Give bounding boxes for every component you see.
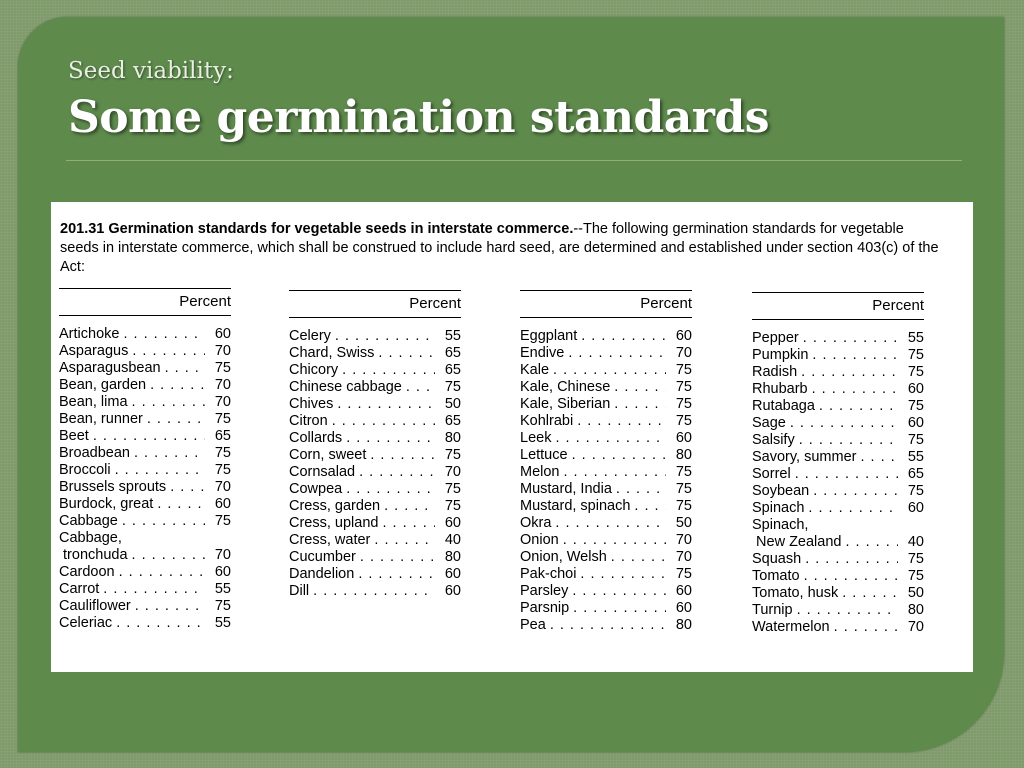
leader-dots	[378, 345, 435, 362]
crop-name: Celery	[289, 328, 331, 344]
leader-dots	[634, 498, 666, 515]
germination-percent: 60	[675, 328, 692, 344]
germination-percent: 55	[907, 330, 924, 346]
table-row	[752, 466, 924, 483]
table-row	[520, 345, 692, 362]
germination-percent: 75	[907, 551, 924, 567]
germination-percent: 70	[214, 394, 231, 410]
leader-dots	[563, 532, 666, 549]
leader-dots	[157, 496, 205, 513]
crop-name: Cornsalad	[289, 464, 356, 480]
crop-name: Leek	[520, 430, 552, 446]
germination-percent: 60	[214, 496, 231, 512]
crop-name: Kale, Siberian	[520, 396, 611, 412]
germination-percent: 70	[214, 343, 231, 359]
crop-name: Melon	[520, 464, 560, 480]
germination-percent: 60	[907, 381, 924, 397]
germination-percent: 75	[907, 432, 924, 448]
germination-percent: 80	[675, 617, 692, 633]
leader-dots	[150, 377, 205, 394]
table-row	[520, 600, 692, 617]
germination-percent: 70	[675, 532, 692, 548]
germination-percent: 75	[444, 379, 461, 395]
germination-percent: 70	[214, 479, 231, 495]
table-row	[752, 347, 924, 364]
crop-name: Cabbage	[59, 513, 118, 529]
slide-subtitle: Seed viability:	[68, 58, 234, 84]
leader-dots	[860, 449, 898, 466]
leader-dots	[812, 347, 898, 364]
germination-percent: 70	[214, 547, 231, 563]
crop-name: Artichoke	[59, 326, 120, 342]
leader-dots	[313, 583, 435, 600]
table-row	[289, 328, 461, 345]
leader-dots	[550, 617, 666, 634]
germination-percent: 70	[675, 345, 692, 361]
germination-percent: 60	[675, 583, 692, 599]
crop-name: Cabbage,	[59, 530, 122, 546]
crop-name: Bean, garden	[59, 377, 147, 393]
table-row	[59, 360, 231, 377]
germination-percent: 60	[675, 600, 692, 616]
table-row	[289, 583, 461, 600]
leader-dots	[335, 328, 435, 345]
table-rows	[59, 316, 231, 632]
leader-dots	[135, 598, 205, 615]
leader-dots	[93, 428, 205, 445]
table-row	[59, 564, 231, 581]
germination-percent: 75	[214, 462, 231, 478]
crop-name: Asparagusbean	[59, 360, 161, 376]
crop-name: Dandelion	[289, 566, 355, 582]
germination-percent: 75	[675, 396, 692, 412]
table-rows	[520, 318, 692, 634]
table-row	[59, 343, 231, 360]
table-row	[59, 428, 231, 445]
table-row	[289, 413, 461, 430]
crop-name: Cress, water	[289, 532, 371, 548]
leader-dots	[553, 362, 666, 379]
germination-percent: 60	[444, 583, 461, 599]
crop-name: Chinese cabbage	[289, 379, 402, 395]
germination-percent: 60	[444, 566, 461, 582]
leader-dots	[374, 532, 435, 549]
germination-percent: 75	[907, 398, 924, 414]
table-row	[289, 515, 461, 532]
crop-name: Bean, lima	[59, 394, 128, 410]
table-column-2	[289, 290, 461, 600]
germination-percent: 75	[444, 447, 461, 463]
table-row	[752, 432, 924, 449]
germination-percent: 75	[675, 362, 692, 378]
germination-percent: 75	[214, 411, 231, 427]
leader-dots	[573, 600, 666, 617]
leader-dots	[165, 360, 205, 377]
table-row	[520, 532, 692, 549]
germination-percent: 75	[907, 347, 924, 363]
crop-name: Dill	[289, 583, 310, 599]
germination-percent: 75	[907, 483, 924, 499]
table-row	[520, 379, 692, 396]
crop-name: Radish	[752, 364, 798, 380]
germination-percent: 75	[675, 413, 692, 429]
leader-dots	[842, 585, 898, 602]
crop-name: Pea	[520, 617, 546, 633]
crop-name: Cauliflower	[59, 598, 131, 614]
column-header: Percent	[409, 295, 461, 312]
leader-dots	[555, 515, 666, 532]
germination-percent: 55	[214, 615, 231, 631]
table-row	[520, 447, 692, 464]
crop-name: Asparagus	[59, 343, 129, 359]
crop-name: Cardoon	[59, 564, 115, 580]
crop-name: Chicory	[289, 362, 339, 378]
crop-name: Sorrel	[752, 466, 791, 482]
table-row	[59, 479, 231, 496]
table-row	[520, 583, 692, 600]
leader-dots	[616, 481, 666, 498]
table-row	[752, 585, 924, 602]
germination-percent: 75	[444, 481, 461, 497]
crop-name: Kale, Chinese	[520, 379, 611, 395]
germination-percent: 75	[214, 445, 231, 461]
germination-percent: 70	[675, 549, 692, 565]
germination-percent: 75	[214, 360, 231, 376]
table-row	[520, 498, 692, 515]
table-row	[752, 619, 924, 636]
table-row	[752, 602, 924, 619]
germination-percent: 70	[444, 464, 461, 480]
germination-percent: 75	[907, 568, 924, 584]
germination-percent: 55	[214, 581, 231, 597]
crop-name: Brussels sprouts	[59, 479, 167, 495]
crop-name: Onion, Welsh	[520, 549, 607, 565]
leader-dots	[801, 364, 898, 381]
table-row	[59, 411, 231, 428]
leader-dots	[123, 326, 205, 343]
leader-dots	[577, 413, 666, 430]
crop-name: Spinach,	[752, 517, 809, 533]
crop-name: Kohlrabi	[520, 413, 574, 429]
crop-name: Bean, runner	[59, 411, 143, 427]
leader-dots	[805, 551, 898, 568]
table-row	[59, 598, 231, 615]
table-row	[520, 430, 692, 447]
germination-percent: 80	[444, 549, 461, 565]
crop-name: Salsify	[752, 432, 795, 448]
crop-name: Rutabaga	[752, 398, 815, 414]
germination-percent: 75	[675, 481, 692, 497]
table-row	[752, 500, 924, 517]
crop-name: Spinach	[752, 500, 805, 516]
table-row	[59, 445, 231, 462]
crop-name: Carrot	[59, 581, 100, 597]
leader-dots	[790, 415, 898, 432]
table-row	[752, 398, 924, 415]
germination-percent: 55	[907, 449, 924, 465]
leader-dots	[119, 564, 205, 581]
table-column-1	[59, 288, 231, 632]
crop-name: Citron	[289, 413, 328, 429]
leader-dots	[382, 515, 435, 532]
leader-dots	[346, 430, 435, 447]
crop-name: Mustard, spinach	[520, 498, 631, 514]
leader-dots	[116, 615, 205, 632]
leader-dots	[568, 345, 666, 362]
table-row	[59, 530, 231, 547]
table-column-3	[520, 290, 692, 634]
table-row	[289, 447, 461, 464]
leader-dots	[845, 534, 898, 551]
crop-name: Pepper	[752, 330, 799, 346]
germination-percent: 60	[907, 500, 924, 516]
table-row	[752, 364, 924, 381]
table-rows	[289, 318, 461, 600]
leader-dots	[406, 379, 435, 396]
germination-percent: 75	[214, 598, 231, 614]
germination-percent: 50	[444, 396, 461, 412]
crop-name: Kale	[520, 362, 550, 378]
crop-name: Burdock, great	[59, 496, 154, 512]
germination-percent: 75	[675, 464, 692, 480]
germination-percent: 65	[444, 345, 461, 361]
germination-percent: 65	[214, 428, 231, 444]
leader-dots	[564, 464, 667, 481]
crop-name: Soybean	[752, 483, 810, 499]
leader-dots	[337, 396, 435, 413]
column-header: Percent	[872, 297, 924, 314]
crop-name: Chard, Swiss	[289, 345, 375, 361]
germination-percent: 75	[907, 364, 924, 380]
leader-dots	[808, 500, 898, 517]
crop-name: Corn, sweet	[289, 447, 367, 463]
crop-name: Watermelon	[752, 619, 830, 635]
germination-percent: 50	[907, 585, 924, 601]
crop-name: Celeriac	[59, 615, 113, 631]
leader-dots	[614, 396, 666, 413]
crop-name: Collards	[289, 430, 343, 446]
title-divider	[66, 160, 962, 161]
crop-name: Pak-choi	[520, 566, 577, 582]
crop-name: Savory, summer	[752, 449, 857, 465]
table-row	[59, 615, 231, 632]
table-row	[289, 498, 461, 515]
leader-dots	[132, 394, 205, 411]
crop-name: Onion	[520, 532, 559, 548]
leader-dots	[803, 330, 898, 347]
germination-percent: 75	[675, 498, 692, 514]
crop-name: Pumpkin	[752, 347, 809, 363]
crop-name: Eggplant	[520, 328, 578, 344]
crop-name: Turnip	[752, 602, 793, 618]
crop-name: Tomato, husk	[752, 585, 839, 601]
germination-percent: 65	[444, 413, 461, 429]
table-row	[520, 515, 692, 532]
crop-name: Parsley	[520, 583, 569, 599]
table-row	[289, 345, 461, 362]
leader-dots	[572, 447, 666, 464]
leader-dots	[115, 462, 205, 479]
leader-dots	[813, 483, 898, 500]
leader-dots	[611, 549, 666, 566]
leader-dots	[834, 619, 898, 636]
germination-percent: 70	[907, 619, 924, 635]
table-row	[59, 496, 231, 513]
germination-percent: 55	[444, 328, 461, 344]
table-row	[59, 462, 231, 479]
table-row	[289, 362, 461, 379]
germination-percent: 75	[444, 498, 461, 514]
table-row	[752, 551, 924, 568]
table-row	[520, 464, 692, 481]
table-row	[752, 568, 924, 585]
germination-percent: 75	[675, 379, 692, 395]
table-row	[520, 328, 692, 345]
crop-name: Cowpea	[289, 481, 343, 497]
table-row	[752, 517, 924, 534]
germination-percent: 80	[675, 447, 692, 463]
germination-percent: 80	[907, 602, 924, 618]
germination-percent: 60	[444, 515, 461, 531]
document-heading: 201.31 Germination standards for vegetable seeds in interstate commerce.	[60, 221, 574, 237]
germination-percent: 75	[675, 566, 692, 582]
crop-name: Broadbean	[59, 445, 130, 461]
table-row	[752, 415, 924, 432]
germination-percent: 40	[907, 534, 924, 550]
column-header: Percent	[179, 293, 231, 310]
leader-dots	[342, 362, 435, 379]
table-column-4	[752, 292, 924, 636]
slide-title: Some germination standards	[68, 92, 769, 143]
table-row	[59, 513, 231, 530]
document-intro	[60, 220, 940, 277]
table-row	[59, 394, 231, 411]
leader-dots	[614, 379, 666, 396]
leader-dots	[122, 513, 205, 530]
table-row	[289, 430, 461, 447]
crop-name: Tomato	[752, 568, 800, 584]
table-row	[289, 481, 461, 498]
document-image	[51, 202, 973, 672]
column-header: Percent	[640, 295, 692, 312]
table-row	[289, 396, 461, 413]
germination-percent: 75	[214, 513, 231, 529]
leader-dots	[132, 343, 205, 360]
leader-dots	[332, 413, 435, 430]
crop-name: Broccoli	[59, 462, 111, 478]
table-row	[520, 413, 692, 430]
leader-dots	[170, 479, 205, 496]
table-row	[289, 464, 461, 481]
crop-name: Beet	[59, 428, 89, 444]
leader-dots	[795, 466, 898, 483]
germination-percent: 60	[907, 415, 924, 431]
crop-name: Endive	[520, 345, 565, 361]
crop-name: Okra	[520, 515, 552, 531]
leader-dots	[359, 464, 435, 481]
crop-name: Chives	[289, 396, 334, 412]
leader-dots	[360, 549, 435, 566]
leader-dots	[134, 445, 205, 462]
leader-dots	[799, 432, 898, 449]
crop-name: Mustard, India	[520, 481, 612, 497]
germination-percent: 60	[214, 326, 231, 342]
table-row	[59, 377, 231, 394]
table-row	[520, 362, 692, 379]
leader-dots	[555, 430, 666, 447]
crop-name: Lettuce	[520, 447, 568, 463]
document-body: --The following germination standards for vegetable seeds in interstate commerce, which shall be construed to include hard seed, are determined and established under section 403(c) of the Act:	[60, 221, 939, 275]
leader-dots	[572, 583, 666, 600]
table-rows	[752, 320, 924, 636]
germination-percent: 40	[444, 532, 461, 548]
crop-name: tronchuda	[59, 547, 128, 563]
leader-dots	[358, 566, 435, 583]
leader-dots	[370, 447, 435, 464]
table-row	[520, 396, 692, 413]
germination-percent: 60	[214, 564, 231, 580]
leader-dots	[147, 411, 205, 428]
leader-dots	[819, 398, 898, 415]
table-row	[59, 547, 231, 564]
leader-dots	[581, 328, 666, 345]
leader-dots	[580, 566, 666, 583]
table-row	[289, 379, 461, 396]
leader-dots	[804, 568, 898, 585]
table-row	[752, 483, 924, 500]
leader-dots	[103, 581, 205, 598]
table-row	[520, 566, 692, 583]
germination-percent: 70	[214, 377, 231, 393]
table-row	[59, 581, 231, 598]
table-row	[520, 481, 692, 498]
crop-name: Squash	[752, 551, 802, 567]
germination-percent: 80	[444, 430, 461, 446]
crop-name: Cress, garden	[289, 498, 381, 514]
crop-name: Rhubarb	[752, 381, 808, 397]
crop-name: New Zealand	[752, 534, 842, 550]
germination-percent: 65	[907, 466, 924, 482]
leader-dots	[797, 602, 898, 619]
table-row	[289, 549, 461, 566]
table-row	[752, 534, 924, 551]
table-row	[520, 617, 692, 634]
table-row	[752, 449, 924, 466]
crop-name: Cress, upland	[289, 515, 379, 531]
crop-name: Sage	[752, 415, 786, 431]
table-row	[520, 549, 692, 566]
germination-percent: 50	[675, 515, 692, 531]
leader-dots	[812, 381, 898, 398]
germination-percent: 65	[444, 362, 461, 378]
crop-name: Cucumber	[289, 549, 356, 565]
crop-name: Parsnip	[520, 600, 570, 616]
leader-dots	[384, 498, 435, 515]
table-row	[752, 330, 924, 347]
germination-percent: 60	[675, 430, 692, 446]
leader-dots	[346, 481, 435, 498]
leader-dots	[132, 547, 205, 564]
table-row	[59, 326, 231, 343]
table-row	[752, 381, 924, 398]
table-row	[289, 566, 461, 583]
table-row	[289, 532, 461, 549]
